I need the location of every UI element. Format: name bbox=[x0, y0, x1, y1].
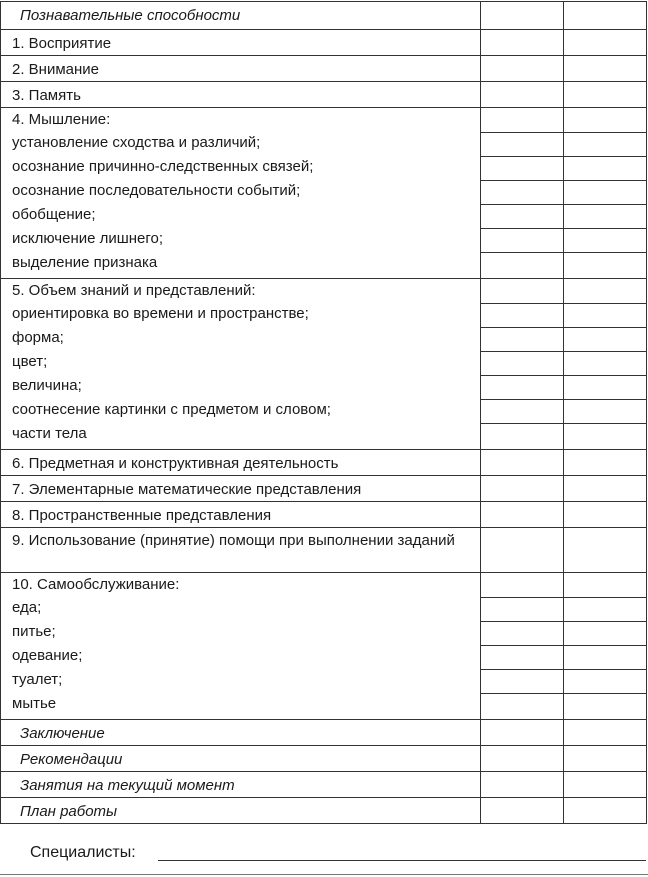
list-item: величина; bbox=[12, 377, 82, 394]
page-bottom-rule bbox=[0, 874, 648, 875]
score-cell[interactable] bbox=[564, 772, 647, 798]
score-cell[interactable] bbox=[481, 327, 563, 351]
item-cell bbox=[1, 82, 481, 108]
selfcare-list bbox=[1, 573, 480, 719]
list-item: туалет; bbox=[12, 671, 63, 688]
score-cell[interactable] bbox=[564, 645, 646, 669]
score-cell[interactable] bbox=[481, 573, 563, 597]
section-cell bbox=[1, 798, 481, 824]
score-cell[interactable] bbox=[564, 351, 646, 375]
score-cell[interactable] bbox=[481, 597, 563, 621]
score-cell[interactable] bbox=[564, 375, 646, 399]
score-cell[interactable] bbox=[481, 669, 563, 693]
item-cell bbox=[1, 450, 481, 476]
score-cell[interactable] bbox=[564, 30, 647, 56]
score-cell[interactable] bbox=[481, 2, 564, 30]
score-cell[interactable] bbox=[481, 476, 564, 502]
table-row bbox=[1, 772, 647, 798]
score-cell[interactable] bbox=[481, 132, 563, 156]
list-item: мытье bbox=[12, 695, 57, 712]
score-cell[interactable] bbox=[564, 327, 646, 351]
score-cell[interactable] bbox=[564, 228, 646, 252]
score-cell[interactable] bbox=[481, 303, 563, 327]
score-cell[interactable] bbox=[564, 303, 646, 327]
section-cell bbox=[1, 772, 481, 798]
score-cell[interactable] bbox=[481, 30, 564, 56]
item-cell-selfcare bbox=[1, 573, 481, 720]
score-cell[interactable] bbox=[564, 476, 647, 502]
score-cell[interactable] bbox=[481, 399, 563, 423]
table-row bbox=[1, 573, 647, 720]
score-cell[interactable] bbox=[481, 502, 564, 528]
score-cell[interactable] bbox=[481, 746, 564, 772]
section-label-recommendations: Рекомендации bbox=[20, 751, 123, 768]
score-cell[interactable] bbox=[481, 528, 564, 573]
score-cell[interactable] bbox=[481, 108, 563, 132]
item-cell-knowledge bbox=[1, 279, 481, 450]
item-label-help: 9. Использование (принятие) помощи при выполнении заданий bbox=[12, 532, 455, 549]
score-cell[interactable] bbox=[564, 2, 647, 30]
item-label-activity: 6. Предметная и конструктивная деятельность bbox=[12, 455, 339, 472]
score-cell[interactable] bbox=[564, 720, 647, 746]
section-label-current: Занятия на текущий момент bbox=[20, 777, 235, 794]
score-cell[interactable] bbox=[481, 772, 564, 798]
table-row bbox=[1, 502, 647, 528]
score-cell[interactable] bbox=[481, 423, 563, 449]
item-label-knowledge: 5. Объем знаний и представлений: bbox=[12, 282, 256, 299]
knowledge-list bbox=[1, 279, 480, 449]
item-cell bbox=[1, 476, 481, 502]
score-cell[interactable] bbox=[481, 156, 563, 180]
score-cell[interactable] bbox=[564, 204, 646, 228]
score-cell[interactable] bbox=[481, 798, 564, 824]
item-cell-thinking bbox=[1, 108, 481, 279]
table-row bbox=[1, 798, 647, 824]
list-item: еда; bbox=[12, 599, 42, 616]
score-cell[interactable] bbox=[564, 573, 646, 597]
score-cell[interactable] bbox=[564, 669, 646, 693]
item-label-thinking: 4. Мышление: bbox=[12, 111, 111, 128]
score-cell[interactable] bbox=[481, 56, 564, 82]
item-label-memory: 3. Память bbox=[12, 87, 81, 104]
score-column bbox=[564, 279, 647, 450]
item-label-attention: 2. Внимание bbox=[12, 61, 100, 78]
score-cell[interactable] bbox=[564, 746, 647, 772]
score-cell[interactable] bbox=[481, 375, 563, 399]
score-cell[interactable] bbox=[564, 82, 647, 108]
score-cell[interactable] bbox=[564, 450, 647, 476]
score-cell[interactable] bbox=[481, 351, 563, 375]
list-item: установление сходства и различий; bbox=[12, 134, 261, 151]
score-cell[interactable] bbox=[564, 132, 646, 156]
score-cell[interactable] bbox=[564, 156, 646, 180]
item-label-perception: 1. Восприятие bbox=[12, 35, 112, 52]
table-row bbox=[1, 528, 647, 573]
assessment-table bbox=[0, 1, 647, 824]
score-cell[interactable] bbox=[481, 180, 563, 204]
table-row bbox=[1, 746, 647, 772]
score-cell[interactable] bbox=[564, 399, 646, 423]
item-cell bbox=[1, 528, 481, 573]
item-label-selfcare: 10. Самообслуживание: bbox=[12, 576, 180, 593]
table-row bbox=[1, 279, 647, 450]
section-cell bbox=[1, 746, 481, 772]
list-item: одевание; bbox=[12, 647, 83, 664]
score-cell[interactable] bbox=[481, 228, 563, 252]
table-row bbox=[1, 720, 647, 746]
score-cell[interactable] bbox=[564, 798, 647, 824]
item-cell bbox=[1, 30, 481, 56]
score-cell[interactable] bbox=[564, 528, 647, 573]
score-cell[interactable] bbox=[564, 108, 646, 132]
table-row bbox=[1, 30, 647, 56]
list-item: осознание последовательности событий; bbox=[12, 182, 301, 199]
score-cell[interactable] bbox=[564, 279, 646, 303]
score-cell[interactable] bbox=[564, 693, 646, 719]
score-cell[interactable] bbox=[564, 502, 647, 528]
list-item: исключение лишнего; bbox=[12, 230, 164, 247]
table-row bbox=[1, 450, 647, 476]
score-column bbox=[481, 279, 564, 450]
score-cell[interactable] bbox=[481, 252, 563, 278]
header-label: Познавательные способности bbox=[20, 7, 241, 24]
list-item: ориентировка во времени и пространстве; bbox=[12, 305, 309, 322]
score-column bbox=[481, 573, 564, 720]
section-cell bbox=[1, 720, 481, 746]
table-row bbox=[1, 56, 647, 82]
table-row bbox=[1, 476, 647, 502]
score-cell[interactable] bbox=[564, 423, 646, 449]
score-cell[interactable] bbox=[481, 279, 563, 303]
list-item: осознание причинно-следственных связей; bbox=[12, 158, 314, 175]
section-label-conclusion: Заключение bbox=[20, 725, 105, 742]
table-row bbox=[1, 82, 647, 108]
table-row bbox=[1, 2, 647, 30]
score-cell[interactable] bbox=[481, 621, 563, 645]
score-column bbox=[564, 573, 647, 720]
item-label-spatial: 8. Пространственные представления bbox=[12, 507, 272, 524]
score-column bbox=[481, 108, 564, 279]
table-row bbox=[1, 108, 647, 279]
list-item: части тела bbox=[12, 425, 87, 442]
score-cell[interactable] bbox=[481, 82, 564, 108]
score-column bbox=[564, 108, 647, 279]
section-label-plan: План работы bbox=[20, 803, 118, 820]
item-label-math: 7. Элементарные математические представления bbox=[12, 481, 362, 498]
item-cell bbox=[1, 502, 481, 528]
list-item: соотнесение картинки с предметом и словом; bbox=[12, 401, 331, 418]
score-cell[interactable] bbox=[481, 693, 563, 719]
list-item: питье; bbox=[12, 623, 56, 640]
score-cell[interactable] bbox=[481, 450, 564, 476]
list-item: выделение признака bbox=[12, 254, 158, 271]
item-cell bbox=[1, 56, 481, 82]
specialists-footer bbox=[30, 840, 648, 864]
score-cell[interactable] bbox=[564, 180, 646, 204]
specialists-signature-line[interactable] bbox=[158, 860, 646, 861]
score-cell[interactable] bbox=[564, 252, 646, 278]
header-cell bbox=[1, 2, 481, 30]
list-item: обобщение; bbox=[12, 206, 96, 223]
list-item: цвет; bbox=[12, 353, 48, 370]
score-cell[interactable] bbox=[481, 720, 564, 746]
score-cell[interactable] bbox=[481, 204, 563, 228]
thinking-list bbox=[1, 108, 480, 278]
specialists-label: Специалисты: bbox=[30, 844, 136, 861]
score-cell[interactable] bbox=[564, 621, 646, 645]
list-item: форма; bbox=[12, 329, 64, 346]
score-cell[interactable] bbox=[481, 645, 563, 669]
score-cell[interactable] bbox=[564, 56, 647, 82]
score-cell[interactable] bbox=[564, 597, 646, 621]
